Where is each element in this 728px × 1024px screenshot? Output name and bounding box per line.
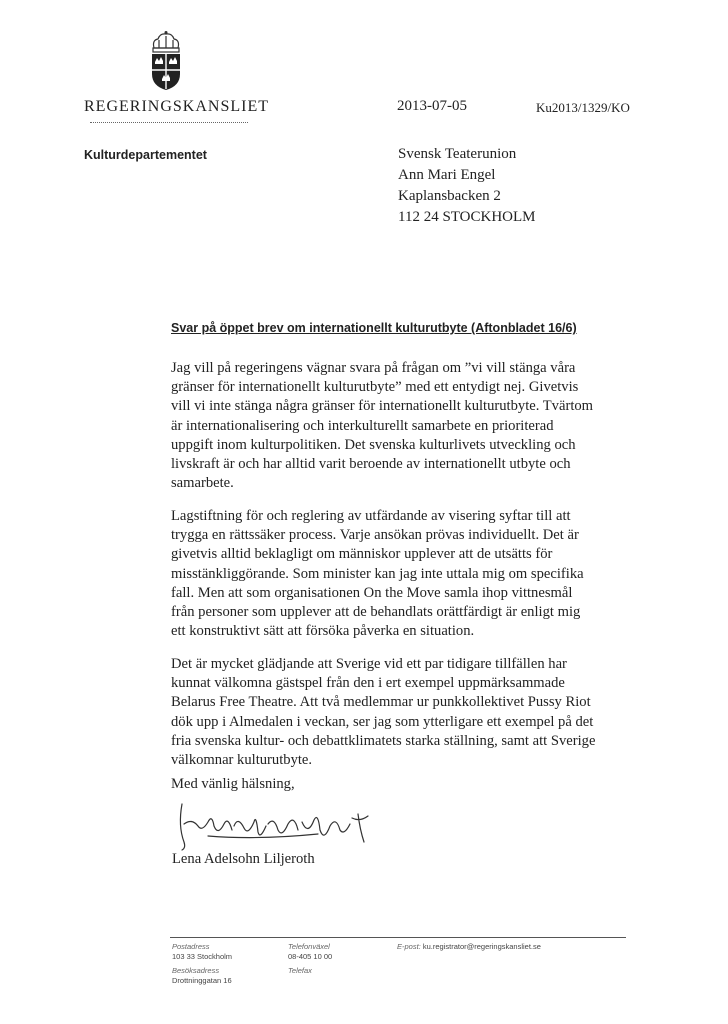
body-paragraph-2 <box>171 507 671 641</box>
fax-label: Telefax <box>288 966 312 975</box>
logo-wordmark: REGERINGSKANSLIET <box>84 98 269 115</box>
handwritten-signature <box>168 796 378 856</box>
letter-subject: Svar på öppet brev om internationellt kulturutbyte (Aftonbladet 16/6) <box>171 321 577 335</box>
address-line: 112 24 STOCKHOLM <box>398 209 536 225</box>
text-line: ett konstruktivt sätt att försöka påverka en situation. <box>171 623 475 640</box>
text-line: samarbete. <box>171 475 234 492</box>
letter-date: 2013-07-05 <box>397 98 467 114</box>
signer-name: Lena Adelsohn Liljeroth <box>172 851 315 867</box>
text-line: uppgift inom kulturpolitiken. Det svenska kulturlivets utveckling och <box>171 436 576 453</box>
phone-label: Telefonväxel <box>288 942 330 951</box>
body-paragraph-3 <box>171 655 671 770</box>
postal-value: 103 33 Stockholm <box>172 952 233 961</box>
postal-label: Postadress <box>172 942 210 951</box>
email-value: ku.registrator@regeringskansliet.se <box>422 942 541 951</box>
text-line: givetvis alltid beklagligt om människor upplever att de utsätts för <box>171 546 553 563</box>
government-logo <box>84 30 269 130</box>
visit-value: Drottninggatan 16 <box>172 976 232 985</box>
footer-email <box>397 942 541 952</box>
text-line: fall. Men att som organisationen On the Move samla ihop vittnesmål <box>171 584 573 601</box>
recipient-address <box>398 144 536 228</box>
text-line: välkomnar kulturutbyte. <box>171 752 313 769</box>
footer-visit <box>172 966 232 986</box>
closing-salutation: Med vänlig hälsning, <box>171 776 295 792</box>
phone-value: 08-405 10 00 <box>288 952 333 961</box>
crown-shield-icon <box>146 30 186 92</box>
address-line: Ann Mari Engel <box>398 167 496 183</box>
text-line: dök upp i Almedalen i veckan, ser jag som ytterligare ett exempel på det <box>171 713 594 730</box>
text-line: Lagstiftning för och reglering av utfärdande av visering syftar till att <box>171 508 571 524</box>
text-line: vill vi inte stänga några gränser för internationellt kulturutbyte. Tvärtom <box>171 398 594 415</box>
address-line: Kaplansbacken 2 <box>398 188 501 204</box>
text-line: Belarus Free Theatre. Att två medlemmar ur punkkollektivet Pussy Riot <box>171 694 591 711</box>
text-line: Det är mycket glädjande att Sverige vid ett par tidigare tillfällen har <box>171 656 567 672</box>
reference-number: Ku2013/1329/KO <box>536 100 630 115</box>
footer-divider <box>170 937 626 938</box>
text-line: från personer som upplever att de behandlats orättfärdigt är enligt mig <box>171 604 581 621</box>
text-line: kunnat välkomna gästspel från den i ert exempel uppmärksammade <box>171 675 565 692</box>
text-line: trygga en rättssäker process. Varje ansökan prövas individuellt. Det är <box>171 527 579 544</box>
text-line: livskraft är och har alltid varit beroende av internationellt utbyte och <box>171 456 571 473</box>
text-line: gränser för internationellt kulturutbyte” med ett entydigt nej. Givetvis <box>171 379 579 396</box>
sender-department: Kulturdepartementet <box>84 148 207 162</box>
text-line: fria svenska kultur- och debattklimatets starka ställning, samt att Sverige <box>171 732 596 749</box>
address-line: Svensk Teaterunion <box>398 146 517 162</box>
footer-fax <box>288 966 312 976</box>
text-line: är internationalisering och interkulturellt samarbete en prioriterad <box>171 417 554 434</box>
logo-underline <box>90 122 248 123</box>
footer-phone <box>288 942 332 962</box>
text-line: misstänkliggörande. Som minister kan jag inte uttala mig om specifika <box>171 565 584 582</box>
visit-label: Besöksadress <box>172 966 220 975</box>
email-label: E-post: <box>397 942 421 951</box>
footer-postal <box>172 942 232 962</box>
text-line: Jag vill på regeringens vägnar svara på frågan om ”vi vill stänga våra <box>171 360 576 376</box>
body-paragraph-1 <box>171 359 671 493</box>
